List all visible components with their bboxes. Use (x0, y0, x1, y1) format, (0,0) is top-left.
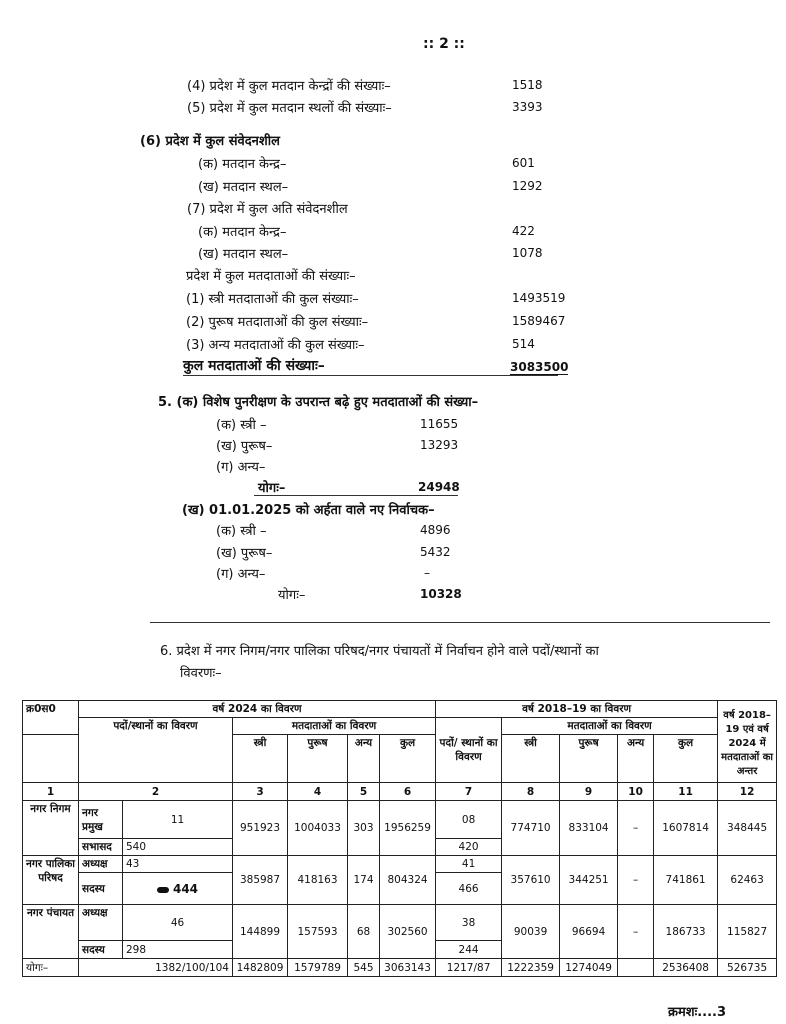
line-value: 1589467 (512, 314, 566, 328)
a-total-underline (254, 495, 458, 496)
post-label: सभासद (79, 839, 123, 856)
other-2024: 174 (348, 856, 380, 905)
post-label: अध्यक्ष (79, 905, 123, 941)
other-2024: 303 (348, 801, 380, 856)
line-label: (5) प्रदेश में कुल मतदान स्थलों की संख्याः– (187, 101, 392, 116)
female-2018: 774710 (502, 801, 560, 856)
other-2024: 68 (348, 905, 380, 959)
continued-note: क्रमशः....3 (668, 1005, 727, 1020)
header-male-2018: पुरूष (560, 735, 618, 783)
body-name: नगर पंचायत (23, 905, 79, 959)
header-total: कुल (380, 735, 436, 783)
line-value: 514 (512, 337, 535, 351)
other-2018: – (618, 801, 654, 856)
total-voters-label: कुल मतदाताओं की संख्याः– (183, 358, 325, 374)
colnum: 12 (718, 783, 777, 801)
header-posts-2018: पदों/ स्थानों का विवरण (436, 718, 502, 783)
total-2024: 1956259 (380, 801, 436, 856)
post-count: 444 (172, 881, 199, 896)
male-2018: 833104 (560, 801, 618, 856)
total-male-2024: 1579789 (288, 959, 348, 977)
post-label: सदस्य (79, 873, 123, 905)
header-male: पुरूष (288, 735, 348, 783)
line-value: 3393 (512, 100, 543, 114)
body-name: नगर पालिका परिषद (23, 856, 79, 905)
post-count: 11 (123, 801, 233, 839)
a-item-label: (ख) पुरूष– (216, 439, 273, 454)
post-label: नगर प्रमुख (79, 801, 123, 839)
header-female-2018: स्त्री (502, 735, 560, 783)
a-item-value: 11655 (420, 417, 459, 431)
section-5-heading: 5. (क) विशेष पुनरीक्षण के उपरान्त बढ़े हुए मतदाताओं की संख्या– (158, 395, 479, 410)
total-female-2018: 1222359 (502, 959, 560, 977)
colnum: 8 (502, 783, 560, 801)
total-posts: 1382/100/104 (79, 959, 233, 977)
a-item-value: 13293 (420, 438, 459, 452)
total-row (23, 959, 777, 977)
table-row (23, 801, 777, 839)
ink-mark-icon (157, 887, 169, 893)
male-2024: 1004033 (288, 801, 348, 856)
header-total-2018: कुल (654, 735, 718, 783)
post-label: अध्यक्ष (79, 856, 123, 873)
line-heading: प्रदेश में कुल मतदाताओं की संख्याः– (186, 269, 356, 284)
a-item-label: (ग) अन्य– (216, 460, 266, 475)
line-label: (ख) मतदान स्थल– (198, 247, 289, 262)
post-count: 298 (123, 941, 233, 959)
line-value: 1078 (512, 246, 543, 260)
colnum: 1 (23, 783, 79, 801)
b-item-label: (क) स्त्री – (216, 524, 267, 539)
section-divider (150, 622, 770, 623)
header-diff: वर्ष 2018–19 एवं वर्ष 2024 में मतदाताओं का अन्तर (718, 701, 777, 783)
total-other-2024: 545 (348, 959, 380, 977)
header-voters: मतदाताओं का विवरण (233, 718, 436, 735)
table-row (23, 905, 777, 941)
total-2018: 186733 (654, 905, 718, 959)
male-2024: 157593 (288, 905, 348, 959)
table-row (23, 856, 777, 873)
total-2024: 302560 (380, 905, 436, 959)
line-label: (1) स्त्री मतदाताओं की कुल संख्याः– (186, 292, 359, 307)
line-label: (क) मतदान केन्द्र– (198, 225, 287, 240)
line-value: 1292 (512, 179, 543, 193)
posts-2018: 41 (436, 856, 502, 873)
colnum: 3 (233, 783, 288, 801)
total-underline (183, 375, 558, 376)
line-value: 601 (512, 156, 535, 170)
post-count: 46 (123, 905, 233, 941)
election-table (22, 700, 777, 977)
line-label: (3) अन्य मतदाताओं की कुल संख्याः– (186, 338, 365, 353)
a-item-label: (क) स्त्री – (216, 418, 267, 433)
total-voters-value: 3083500 (510, 360, 569, 374)
section-6-line1: 6. प्रदेश में नगर निगम/नगर पालिका परिषद/नगर पंचायतों में निर्वाचन होने वाले पदों/स्थानों का (160, 644, 599, 659)
post-count: 540 (123, 839, 233, 856)
difference: 62463 (718, 856, 777, 905)
post-label: सदस्य (79, 941, 123, 959)
post-count: 43 (123, 856, 233, 873)
female-2024: 385987 (233, 856, 288, 905)
male-2024: 418163 (288, 856, 348, 905)
header-2018: वर्ष 2018–19 का विवरण (436, 701, 718, 718)
line-heading: (7) प्रदेश में कुल अति संवेदनशील (187, 202, 348, 217)
header-other: अन्य (348, 735, 380, 783)
total-male-2018: 1274049 (560, 959, 618, 977)
line-value: 1518 (512, 78, 543, 92)
posts-2018: 466 (436, 873, 502, 905)
total-difference: 526735 (718, 959, 777, 977)
colnum: 2 (79, 783, 233, 801)
total-total-2024: 3063143 (380, 959, 436, 977)
b-item-value: 5432 (420, 545, 451, 559)
female-2018: 357610 (502, 856, 560, 905)
b-heading: (ख) 01.01.2025 को अर्हता वाले नए निर्वाचक– (182, 503, 435, 518)
b-item-value: – (424, 566, 430, 580)
total-female-2024: 1482809 (233, 959, 288, 977)
header-female: स्त्री (233, 735, 288, 783)
column-number-row (23, 783, 777, 801)
b-item-value: 4896 (420, 523, 451, 537)
line-label: (2) पुरूष मतदाताओं की कुल संख्याः– (186, 315, 369, 330)
line-value: 422 (512, 224, 535, 238)
colnum: 7 (436, 783, 502, 801)
total-label: योगः– (23, 959, 79, 977)
total-2018: 741861 (654, 856, 718, 905)
total-total-2018: 2536408 (654, 959, 718, 977)
b-total-label: योगः– (278, 588, 306, 603)
difference: 115827 (718, 905, 777, 959)
colnum: 5 (348, 783, 380, 801)
male-2018: 344251 (560, 856, 618, 905)
line-label: (क) मतदान केन्द्र– (198, 157, 287, 172)
b-total-value: 10328 (420, 587, 462, 601)
total-posts-2018: 1217/87 (436, 959, 502, 977)
a-total-label: योगः– (258, 481, 286, 496)
line-label: (ख) मतदान स्थल– (198, 180, 289, 195)
total-2024: 804324 (380, 856, 436, 905)
header-blank (23, 735, 79, 783)
other-2018: – (618, 856, 654, 905)
section-6-line2: विवरणः– (180, 666, 222, 681)
posts-2018: 08 (436, 801, 502, 839)
a-total-value: 24948 (418, 480, 460, 494)
colnum: 10 (618, 783, 654, 801)
header-other-2018: अन्य (618, 735, 654, 783)
colnum: 4 (288, 783, 348, 801)
line-value: 1493519 (512, 291, 566, 305)
post-count-cell (123, 873, 233, 905)
b-item-label: (ग) अन्य– (216, 567, 266, 582)
female-2024: 951923 (233, 801, 288, 856)
b-item-label: (ख) पुरूष– (216, 546, 273, 561)
posts-2018: 38 (436, 905, 502, 941)
page-number: :: 2 :: (423, 36, 465, 52)
posts-2018: 420 (436, 839, 502, 856)
difference: 348445 (718, 801, 777, 856)
header-sno: क्र0स0 (23, 701, 79, 735)
header-voters-2018: मतदाताओं का विवरण (502, 718, 718, 735)
body-name: नगर निगम (23, 801, 79, 856)
total-other-2018 (618, 959, 654, 977)
header-2024: वर्ष 2024 का विवरण (79, 701, 436, 718)
line-heading: (6) प्रदेश में कुल संवेदनशील (140, 134, 280, 149)
colnum: 11 (654, 783, 718, 801)
total-2018: 1607814 (654, 801, 718, 856)
female-2018: 90039 (502, 905, 560, 959)
male-2018: 96694 (560, 905, 618, 959)
posts-2018: 244 (436, 941, 502, 959)
female-2024: 144899 (233, 905, 288, 959)
other-2018: – (618, 905, 654, 959)
header-posts: पदों/स्थानों का विवरण (79, 718, 233, 783)
line-label: (4) प्रदेश में कुल मतदान केन्द्रों की संख्याः– (187, 79, 391, 94)
colnum: 9 (560, 783, 618, 801)
colnum: 6 (380, 783, 436, 801)
